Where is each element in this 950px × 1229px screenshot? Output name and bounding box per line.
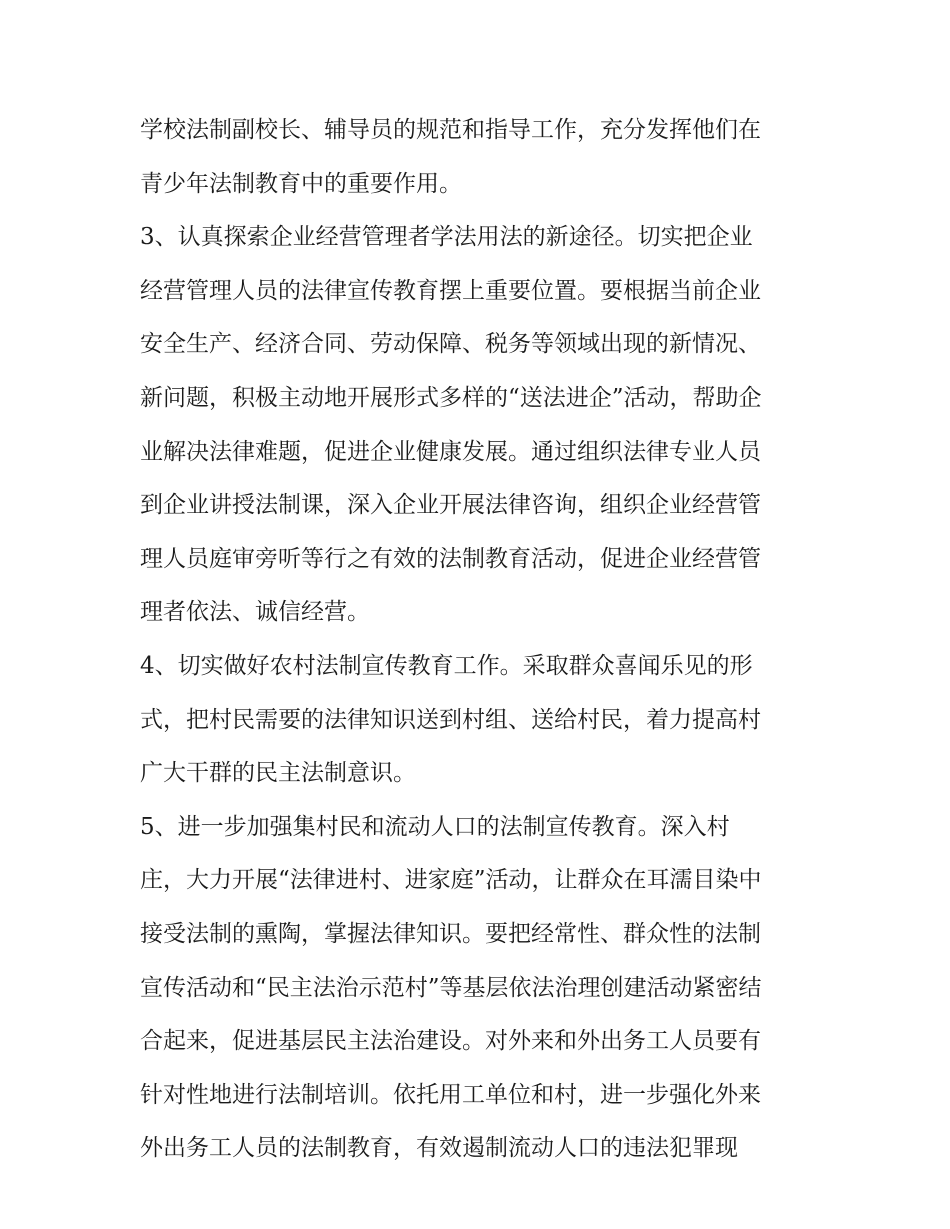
text-line: 业解决法律难题，促进企业健康发展。通过组织法律专业人员 [140, 438, 761, 465]
text-line: 式，把村民需要的法律知识送到村组、送给村民，着力提高村 [140, 706, 761, 733]
text-line: 3、认真探索企业经营管理者学法用法的新途径。切实把企业 [140, 224, 753, 251]
text-line: 广大干群的民主法制意识。 [140, 760, 416, 787]
text-line: 宣传活动和“民主法治示范村”等基层依法治理创建活动紧密结 [140, 974, 762, 1001]
text-line: 5、进一步加强集村民和流动人口的法制宣传教育。深入村 [140, 813, 730, 840]
text-line: 理人员庭审旁听等行之有效的法制教育活动，促进企业经营管 [140, 545, 761, 572]
text-line: 青少年法制教育中的重要作用。 [140, 170, 462, 197]
text-line: 外出务工人员的法制教育，有效遏制流动人口的违法犯罪现 [140, 1135, 738, 1162]
text-line: 针对性地进行法制培训。依托用工单位和村，进一步强化外来 [140, 1081, 761, 1108]
document-body [140, 104, 820, 1176]
text-line: 学校法制副校长、辅导员的规范和指导工作，充分发挥他们在 [140, 117, 761, 143]
text-line: 合起来，促进基层民主法治建设。对外来和外出务工人员要有 [140, 1028, 761, 1055]
text-line: 新问题，积极主动地开展形式多样的“送法进企”活动，帮助企 [140, 384, 762, 411]
text-line: 理者依法、诚信经营。 [140, 599, 370, 626]
text-line: 经营管理人员的法律宣传教育摆上重要位置。要根据当前企业 [140, 277, 761, 304]
text-line: 安全生产、经济合同、劳动保障、税务等领域出现的新情况、 [140, 331, 761, 358]
text-line: 庄，大力开展“法律进村、进家庭”活动，让群众在耳濡目染中 [140, 867, 762, 894]
text-line: 4、切实做好农村法制宣传教育工作。采取群众喜闻乐见的形 [140, 652, 753, 679]
text-line: 接受法制的熏陶，掌握法律知识。要把经常性、群众性的法制 [140, 920, 761, 947]
text-line: 到企业讲授法制课，深入企业开展法律咨询，组织企业经营管 [140, 492, 761, 519]
